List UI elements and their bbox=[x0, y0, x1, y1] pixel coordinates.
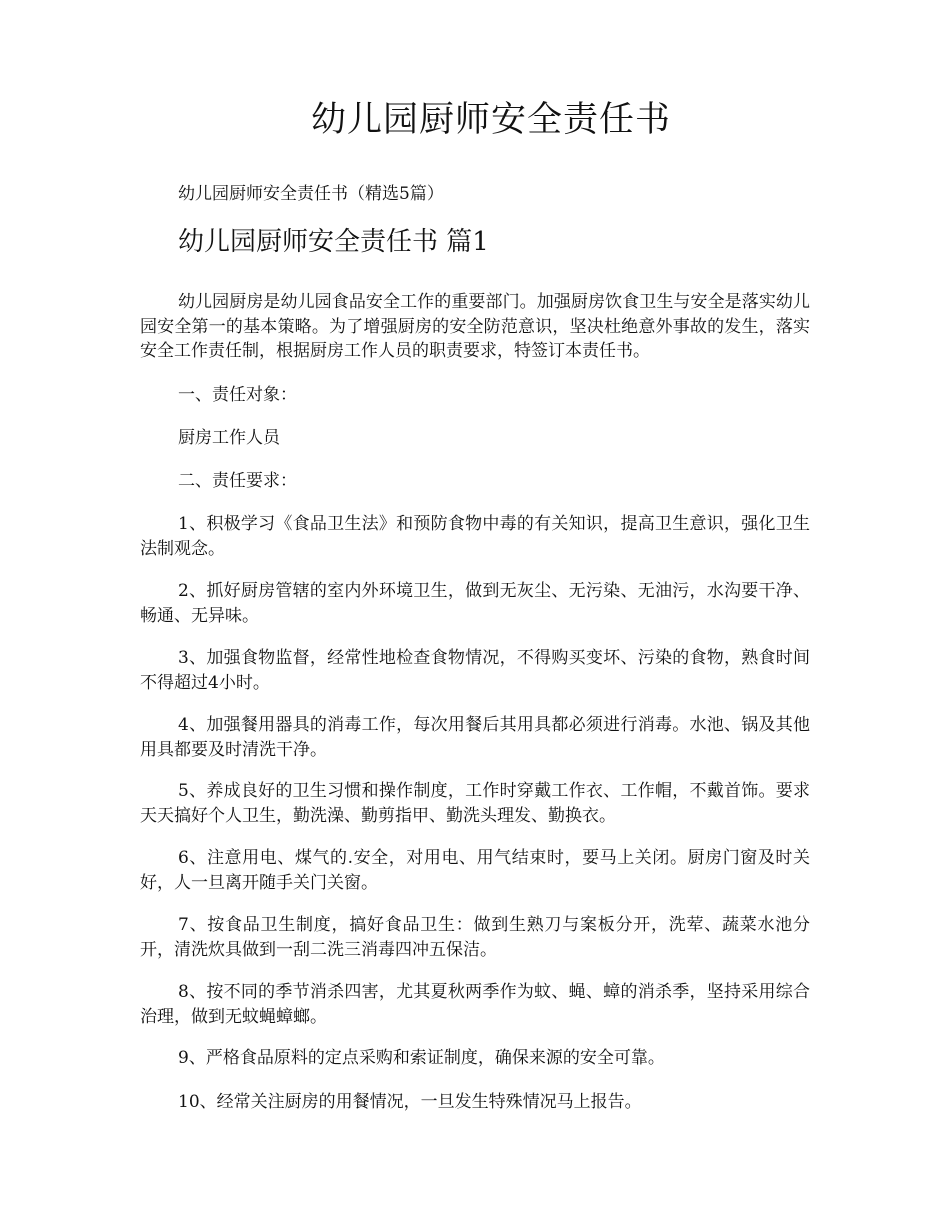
requirement-item-4: 4、加强餐用器具的消毒工作，每次用餐后其用具都必须进行消毒。水池、锅及其他用具都要及时清洗干净。 bbox=[140, 715, 810, 760]
requirement-item-3: 3、加强食物监督，经常性地检查食物情况，不得购买变坏、污染的食物，熟食时间不得超过4小时。 bbox=[140, 648, 810, 693]
requirement-item-6: 6、注意用电、煤气的.安全，对用电、用气结束时，要马上关闭。厨房门窗及时关好，人一旦离开随手关门关窗。 bbox=[140, 848, 810, 893]
requirement-item-10: 10、经常关注厨房的用餐情况，一旦发生特殊情况马上报告。 bbox=[178, 1092, 642, 1112]
responsibility-target-value: 厨房工作人员 bbox=[178, 428, 280, 448]
document-subtitle: 幼儿园厨师安全责任书（精选5篇） bbox=[178, 184, 444, 204]
requirement-item-7: 7、按食品卫生制度，搞好食品卫生：做到生熟刀与案板分开，洗荤、蔬菜水池分开，清洗炊具做到一刮二洗三消毒四冲五保洁。 bbox=[140, 915, 810, 960]
section-heading: 幼儿园厨师安全责任书 篇1 bbox=[178, 227, 489, 257]
requirement-item-5: 5、养成良好的卫生习惯和操作制度，工作时穿戴工作衣、工作帽，不戴首饰。要求天天搞好个人卫生，勤洗澡、勤剪指甲、勤洗头理发、勤换衣。 bbox=[140, 781, 810, 826]
section-label-responsibility-target: 一、责任对象： bbox=[178, 385, 297, 405]
requirement-item-1: 1、积极学习《食品卫生法》和预防食物中毒的有关知识，提高卫生意识，强化卫生法制观念。 bbox=[140, 514, 810, 559]
requirement-item-9: 9、严格食品原料的定点采购和索证制度，确保来源的安全可靠。 bbox=[178, 1048, 665, 1068]
requirement-item-2: 2、抓好厨房管辖的室内外环境卫生，做到无灰尘、无污染、无油污，水沟要干净、畅通、无异味。 bbox=[140, 581, 810, 626]
section-label-responsibility-requirements: 二、责任要求： bbox=[178, 471, 297, 491]
requirement-item-8: 8、按不同的季节消杀四害，尤其夏秋两季作为蚊、蝇、蟑的消杀季，坚持采用综合治理，做到无蚊蝇蟑螂。 bbox=[140, 982, 810, 1027]
document-title: 幼儿园厨师安全责任书 bbox=[310, 100, 671, 140]
intro-paragraph: 幼儿园厨房是幼儿园食品安全工作的重要部门。加强厨房饮食卫生与安全是落实幼儿园安全第一的基本策略。为了增强厨房的安全防范意识，坚决杜绝意外事故的发生，落实安全工作责任制，根据厨房工作人员的职责要求，特签订本责任书。 bbox=[140, 292, 810, 361]
